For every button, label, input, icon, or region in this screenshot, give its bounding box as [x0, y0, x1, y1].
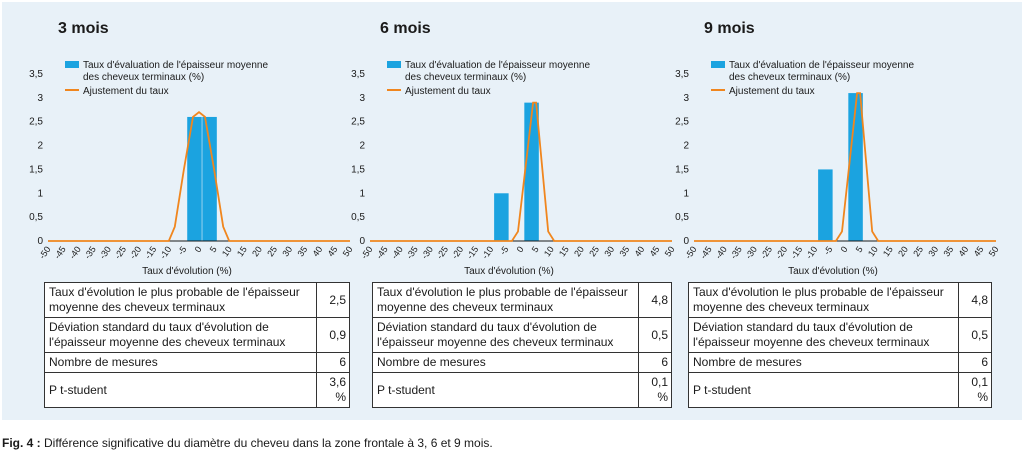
legend-line: Taux d'évaluation de l'épaisseur moyenne	[83, 60, 269, 71]
legend-label-bar	[729, 60, 914, 83]
y-tick-label: 3,5	[675, 69, 689, 80]
legend-swatch-bar	[711, 61, 725, 68]
x-tick-label: -40	[389, 244, 405, 261]
x-tick-label: -10	[479, 244, 496, 261]
stats-value: 0,1 %	[959, 373, 992, 408]
x-tick-label: 0	[838, 244, 850, 255]
x-tick-label: -15	[142, 244, 159, 261]
x-tick-label: 10	[219, 244, 234, 259]
x-tick-label: 40	[956, 244, 971, 259]
x-tick-label: 0	[514, 244, 526, 255]
stats-row	[689, 318, 992, 353]
x-tick-label: 0	[192, 244, 204, 255]
chart-panel-6-mois	[352, 2, 682, 420]
stats-label: Taux d'évolution le plus probable de l'épaisseur moyenne des cheveux terminaux	[45, 283, 317, 318]
x-tick-label: 40	[632, 244, 647, 259]
x-tick-label: 10	[541, 244, 556, 259]
stats-row	[689, 373, 992, 408]
legend-label-bar	[405, 60, 590, 83]
stats-label: Déviation standard du taux d'évolution de l'épaisseur moyenne des cheveux terminaux	[45, 318, 317, 353]
x-tick-label: -5	[175, 244, 189, 257]
y-tick-label: 0,5	[675, 212, 689, 224]
x-tick-label: 30	[280, 244, 295, 259]
stats-table	[688, 282, 992, 408]
x-tick-label: 35	[617, 244, 632, 259]
stats-row	[373, 353, 672, 373]
x-tick-label: -40	[67, 244, 83, 261]
y-tick-label: 0	[683, 236, 689, 247]
y-tick-label: 0,5	[29, 212, 43, 224]
legend-line: des cheveux terminaux (%)	[729, 72, 851, 83]
fit-line	[370, 103, 672, 241]
y-tick-label: 1,5	[351, 164, 365, 176]
x-tick-label: 20	[896, 244, 911, 259]
figure-frame	[2, 2, 1022, 420]
x-tick-label: -15	[788, 244, 805, 261]
y-tick-label: 3	[37, 92, 43, 104]
stats-label: Déviation standard du taux d'évolution de l'épaisseur moyenne des cheveux terminaux	[689, 318, 959, 353]
stats-label: Nombre de mesures	[373, 353, 639, 373]
stats-value: 6	[959, 353, 992, 373]
x-axis-label: Taux d'évolution (%)	[464, 266, 554, 277]
y-tick-label: 3	[683, 92, 689, 104]
legend-label-fit: Ajustement du taux	[83, 86, 169, 97]
y-tick-label: 2,5	[29, 116, 43, 128]
caption-label: Fig. 4 :	[2, 436, 41, 450]
x-tick-label: -50	[358, 244, 375, 261]
stats-row	[373, 283, 672, 318]
panel-title: 9 mois	[704, 20, 755, 37]
x-tick-label: 45	[325, 244, 340, 259]
legend-line: Taux d'évaluation de l'épaisseur moyenne	[729, 60, 915, 71]
x-tick-label: 15	[557, 244, 571, 259]
x-axis-label: Taux d'évolution (%)	[788, 266, 878, 277]
x-tick-label: 45	[647, 244, 662, 259]
stats-row	[45, 318, 350, 353]
x-tick-label: 15	[881, 244, 895, 259]
x-tick-label: 10	[865, 244, 880, 259]
x-tick-label: -35	[728, 244, 744, 261]
x-tick-label: 25	[265, 244, 280, 259]
x-tick-label: 50	[662, 244, 677, 259]
stats-label: Déviation standard du taux d'évolution de l'épaisseur moyenne des cheveux terminaux	[373, 318, 639, 353]
stats-value: 4,8	[959, 283, 992, 318]
stats-row	[689, 283, 992, 318]
bar-chart	[30, 52, 360, 277]
y-tick-label: 1	[37, 188, 43, 200]
x-tick-label: 20	[250, 244, 265, 259]
x-tick-label: -25	[758, 244, 775, 261]
fit-line	[694, 93, 996, 241]
legend-line: Taux d'évaluation de l'épaisseur moyenne	[405, 60, 591, 71]
x-tick-label: -10	[157, 244, 174, 261]
legend-swatch-bar	[65, 61, 79, 68]
stats-value: 0,1 %	[639, 373, 672, 408]
stats-table	[372, 282, 672, 408]
y-tick-label: 1	[683, 188, 689, 200]
x-tick-label: 5	[207, 244, 219, 255]
stats-label: Nombre de mesures	[689, 353, 959, 373]
stats-value: 6	[639, 353, 672, 373]
bar-chart	[676, 52, 1006, 277]
x-tick-label: 25	[911, 244, 926, 259]
y-tick-label: 0	[37, 236, 43, 247]
legend-line: des cheveux terminaux (%)	[83, 72, 205, 83]
chart-panel-3-mois	[30, 2, 360, 420]
y-tick-label: 2	[359, 140, 365, 152]
x-tick-label: -45	[374, 244, 390, 261]
stats-value: 0,5	[959, 318, 992, 353]
x-axis-label: Taux d'évolution (%)	[142, 266, 232, 277]
stats-value: 0,5	[639, 318, 672, 353]
stats-row	[45, 373, 350, 408]
y-tick-label: 3	[359, 92, 365, 104]
x-tick-label: -20	[127, 244, 144, 261]
chart-panel-9-mois	[676, 2, 1006, 420]
x-tick-label: -10	[803, 244, 820, 261]
x-tick-label: -5	[497, 244, 511, 257]
x-tick-label: -20	[449, 244, 466, 261]
stats-row	[373, 318, 672, 353]
panel-title: 3 mois	[58, 20, 109, 37]
x-tick-label: 30	[926, 244, 941, 259]
stats-table	[44, 282, 350, 408]
stats-label: P t-student	[45, 373, 317, 408]
stats-label: P t-student	[689, 373, 959, 408]
stats-row	[45, 353, 350, 373]
x-tick-label: -25	[112, 244, 129, 261]
x-tick-label: 35	[941, 244, 956, 259]
x-tick-label: 30	[602, 244, 617, 259]
y-tick-label: 1,5	[675, 164, 689, 176]
x-tick-label: 5	[529, 244, 541, 255]
bar	[818, 169, 832, 241]
y-tick-label: 2	[683, 140, 689, 152]
stats-value: 0,9	[317, 318, 350, 353]
stats-value: 4,8	[639, 283, 672, 318]
x-tick-label: -5	[821, 244, 835, 257]
caption-text: Différence significative du diamètre du cheveu dans la zone frontale à 3, 6 et 9 mois.	[44, 436, 493, 450]
bar	[494, 193, 508, 241]
stats-label: P t-student	[373, 373, 639, 408]
y-tick-label: 0	[359, 236, 365, 247]
x-tick-label: 50	[340, 244, 355, 259]
figure-caption	[2, 436, 493, 450]
x-tick-label: 35	[295, 244, 310, 259]
x-tick-label: 25	[587, 244, 602, 259]
legend-line: des cheveux terminaux (%)	[405, 72, 527, 83]
legend-swatch-bar	[387, 61, 401, 68]
x-tick-label: -30	[97, 244, 114, 261]
y-tick-label: 0,5	[351, 212, 365, 224]
legend-label-fit: Ajustement du taux	[405, 86, 491, 97]
x-tick-label: -40	[713, 244, 729, 261]
x-tick-label: -25	[434, 244, 451, 261]
x-tick-label: -30	[419, 244, 436, 261]
stats-value: 3,6 %	[317, 373, 350, 408]
y-tick-label: 2	[37, 140, 43, 152]
x-tick-label: -45	[698, 244, 714, 261]
x-tick-label: -15	[464, 244, 481, 261]
x-tick-label: 5	[853, 244, 865, 255]
stats-label: Nombre de mesures	[45, 353, 317, 373]
y-tick-label: 3,5	[29, 69, 43, 80]
bar	[202, 117, 216, 241]
stats-row	[373, 373, 672, 408]
stats-label: Taux d'évolution le plus probable de l'épaisseur moyenne des cheveux terminaux	[689, 283, 959, 318]
x-tick-label: 40	[310, 244, 325, 259]
y-tick-label: 3,5	[351, 69, 365, 80]
stats-row	[689, 353, 992, 373]
stats-row	[45, 283, 350, 318]
x-tick-label: 50	[986, 244, 1001, 259]
x-tick-label: -20	[773, 244, 790, 261]
x-tick-label: -30	[743, 244, 760, 261]
y-tick-label: 1,5	[29, 164, 43, 176]
x-tick-label: -35	[82, 244, 98, 261]
x-tick-label: 15	[235, 244, 249, 259]
panel-title: 6 mois	[380, 20, 431, 37]
bar-chart	[352, 52, 682, 277]
x-tick-label: -35	[404, 244, 420, 261]
stats-value: 2,5	[317, 283, 350, 318]
stats-value: 6	[317, 353, 350, 373]
y-tick-label: 1	[359, 188, 365, 200]
x-tick-label: 20	[572, 244, 587, 259]
y-tick-label: 2,5	[675, 116, 689, 128]
y-tick-label: 2,5	[351, 116, 365, 128]
legend-label-fit: Ajustement du taux	[729, 86, 815, 97]
stats-label: Taux d'évolution le plus probable de l'épaisseur moyenne des cheveux terminaux	[373, 283, 639, 318]
legend-label-bar	[83, 60, 268, 83]
x-tick-label: -50	[36, 244, 53, 261]
x-tick-label: 45	[971, 244, 986, 259]
x-tick-label: -45	[52, 244, 68, 261]
x-tick-label: -50	[682, 244, 699, 261]
